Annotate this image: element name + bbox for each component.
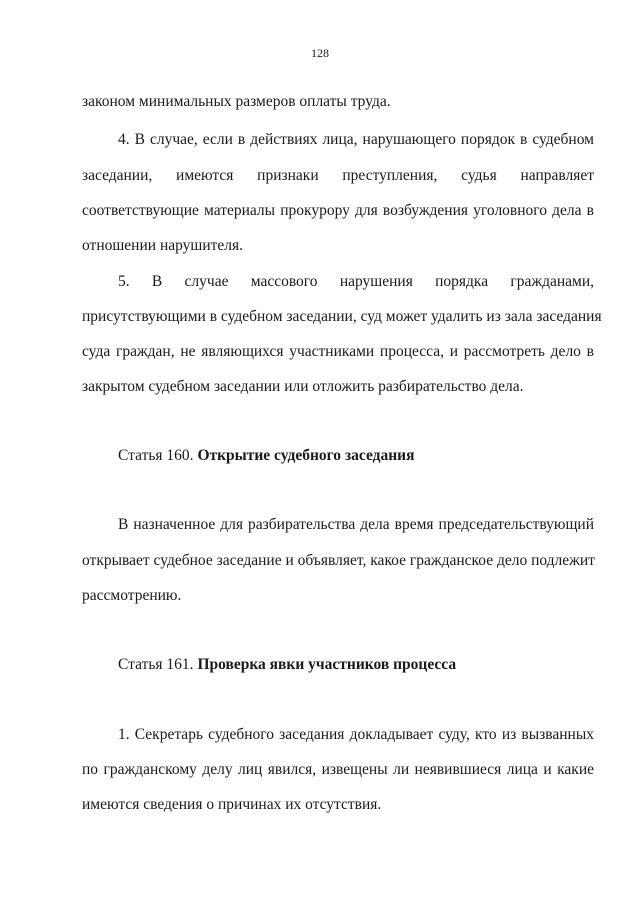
article-161-heading — [118, 655, 630, 675]
text-line: 1. Секретарь судебного заседания докладывает суду, кто из вызванных — [118, 726, 594, 743]
article-161-title: Проверка явки участников процесса — [197, 656, 457, 673]
article-160-title: Открытие судебного заседания — [197, 447, 415, 464]
text-line: соответствующие материалы прокурору для возбуждения уголовного дела в — [82, 202, 594, 219]
text-line: законом минимальных размеров оплаты труда. — [82, 93, 391, 110]
text-line: суда граждан, не являющихся участниками процесса, и рассмотреть дело в — [82, 343, 594, 360]
text-line: отношении нарушителя. — [82, 237, 244, 254]
text-line: имеются сведения о причинах их отсутствия. — [82, 796, 382, 813]
text-line: заседании, имеются признаки преступления, судья направляет — [82, 167, 594, 184]
text-line: В назначенное для разбирательства дела время председательствующий — [118, 516, 594, 533]
text-line: 4. В случае, если в действиях лица, нарушающего порядок в судебном — [118, 131, 594, 148]
article-161-prefix: Статья 161. — [118, 656, 194, 673]
text-line: присутствующими в судебном заседании, суд может удалить из зала заседания — [82, 308, 602, 325]
text-line: закрытом судебном заседании или отложить разбирательство дела. — [82, 378, 524, 395]
page-number: 128 — [311, 46, 329, 60]
text-line: рассмотрению. — [82, 587, 182, 604]
article-160-prefix: Статья 160. — [118, 447, 194, 464]
text-line: по гражданскому делу лиц явился, извещены ли неявившиеся лица и какие — [82, 761, 594, 778]
text-line: 5. В случае массового нарушения порядка гражданами, — [118, 273, 594, 290]
text-line: открывает судебное заседание и объявляет, какое гражданское дело подлежит — [82, 552, 595, 569]
article-160-heading — [118, 446, 630, 466]
